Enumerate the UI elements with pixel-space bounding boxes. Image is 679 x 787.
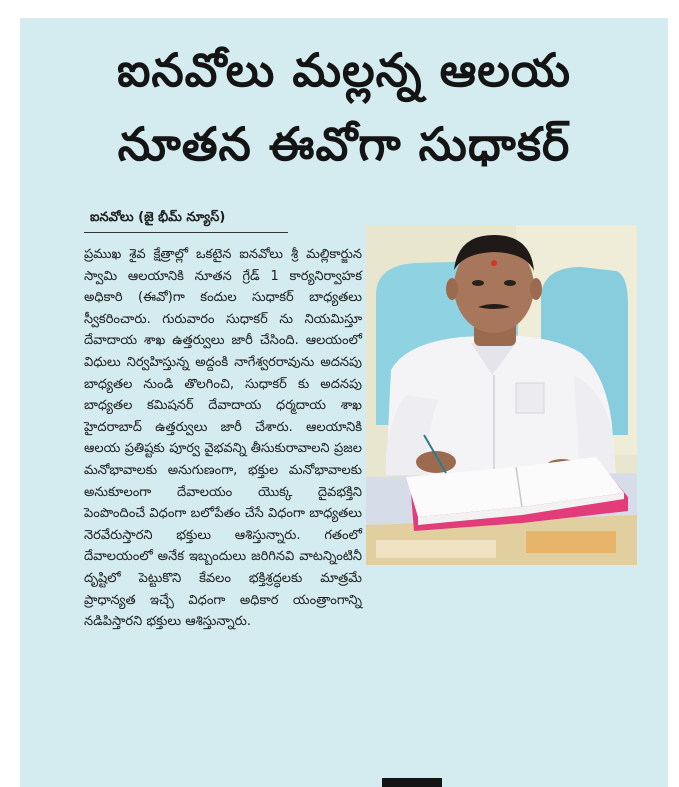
official-photo [366,225,637,565]
article-body-text: ప్రముఖ శైవ క్షేత్రాల్లో ఒకటైన ఐనవోలు శ్రీ మల్లికార్జున స్వామి ఆలయానికి నూతన గ్రేడ్ 1 కార్యనిర్వాహక అధికారి (ఈవో)గా కందుల సుధాకర్ బాధ్యతలు స్వీకరించారు. గురువారం సుధాకర్ ను నియమిస్తూ దేవాదాయ శాఖ ఉత్తర్వులు జారీ చేసింది. ఆలయంలో విధులు నిర్వహిస్తున్న అద్దంకి నాగేశ్వరరావును అదనపు బాధ్యతల నుండి తొలగించి, సుధాకర్ కు అదనపు బాధ్యతల కమిషనర్ దేవాదాయ ధర్మదాయ శాఖ హైదరాబాద్ ఉత్తర్వులు జారీ చేశారు. ఆలయానికి ఆలయ ప్రతిష్టకు పూర్వ వైభవన్ని తీసుకురావాలని ప్రజల మనోభావాలకు అనుగుణంగా, భక్తుల మనోభావాలకు అనుకూలంగా దేవాలయం యొక్క దైవభక్తిని పెంపొందించే విధంగా బలోపేతం చేసే విధంగా బాధ్యతలు నెరవేరుస్తారని భక్తులు ఆశిస్తున్నారు. గతంలో దేవాలయంలో అనేక ఇబ్బందులు జరిగినవి వాటన్నింటినీ దృష్టిలో పెట్టుకొని కేవలం భక్తిశ్రద్ధలకు మాత్రమే ప్రాధాన్యత ఇచ్చే విధంగా అధికార యంత్రాంగాన్ని నడిపిస్తారని భక్తులు ఆశిస్తున్నారు. [84,247,362,630]
next-headline-fragment [170,770,530,787]
dateline-rule [84,232,288,233]
dateline: ఐనవోలు (జై భీమ్ న్యూస్) [90,210,226,225]
portrait-photo-icon [366,225,637,565]
headline-line-1: ఐనవోలు మల్లన్న ఆలయ [116,43,572,97]
headline-line-2: నూతన ఈవోగా సుధాకర్ [117,117,571,171]
newspaper-clipping [20,18,668,787]
